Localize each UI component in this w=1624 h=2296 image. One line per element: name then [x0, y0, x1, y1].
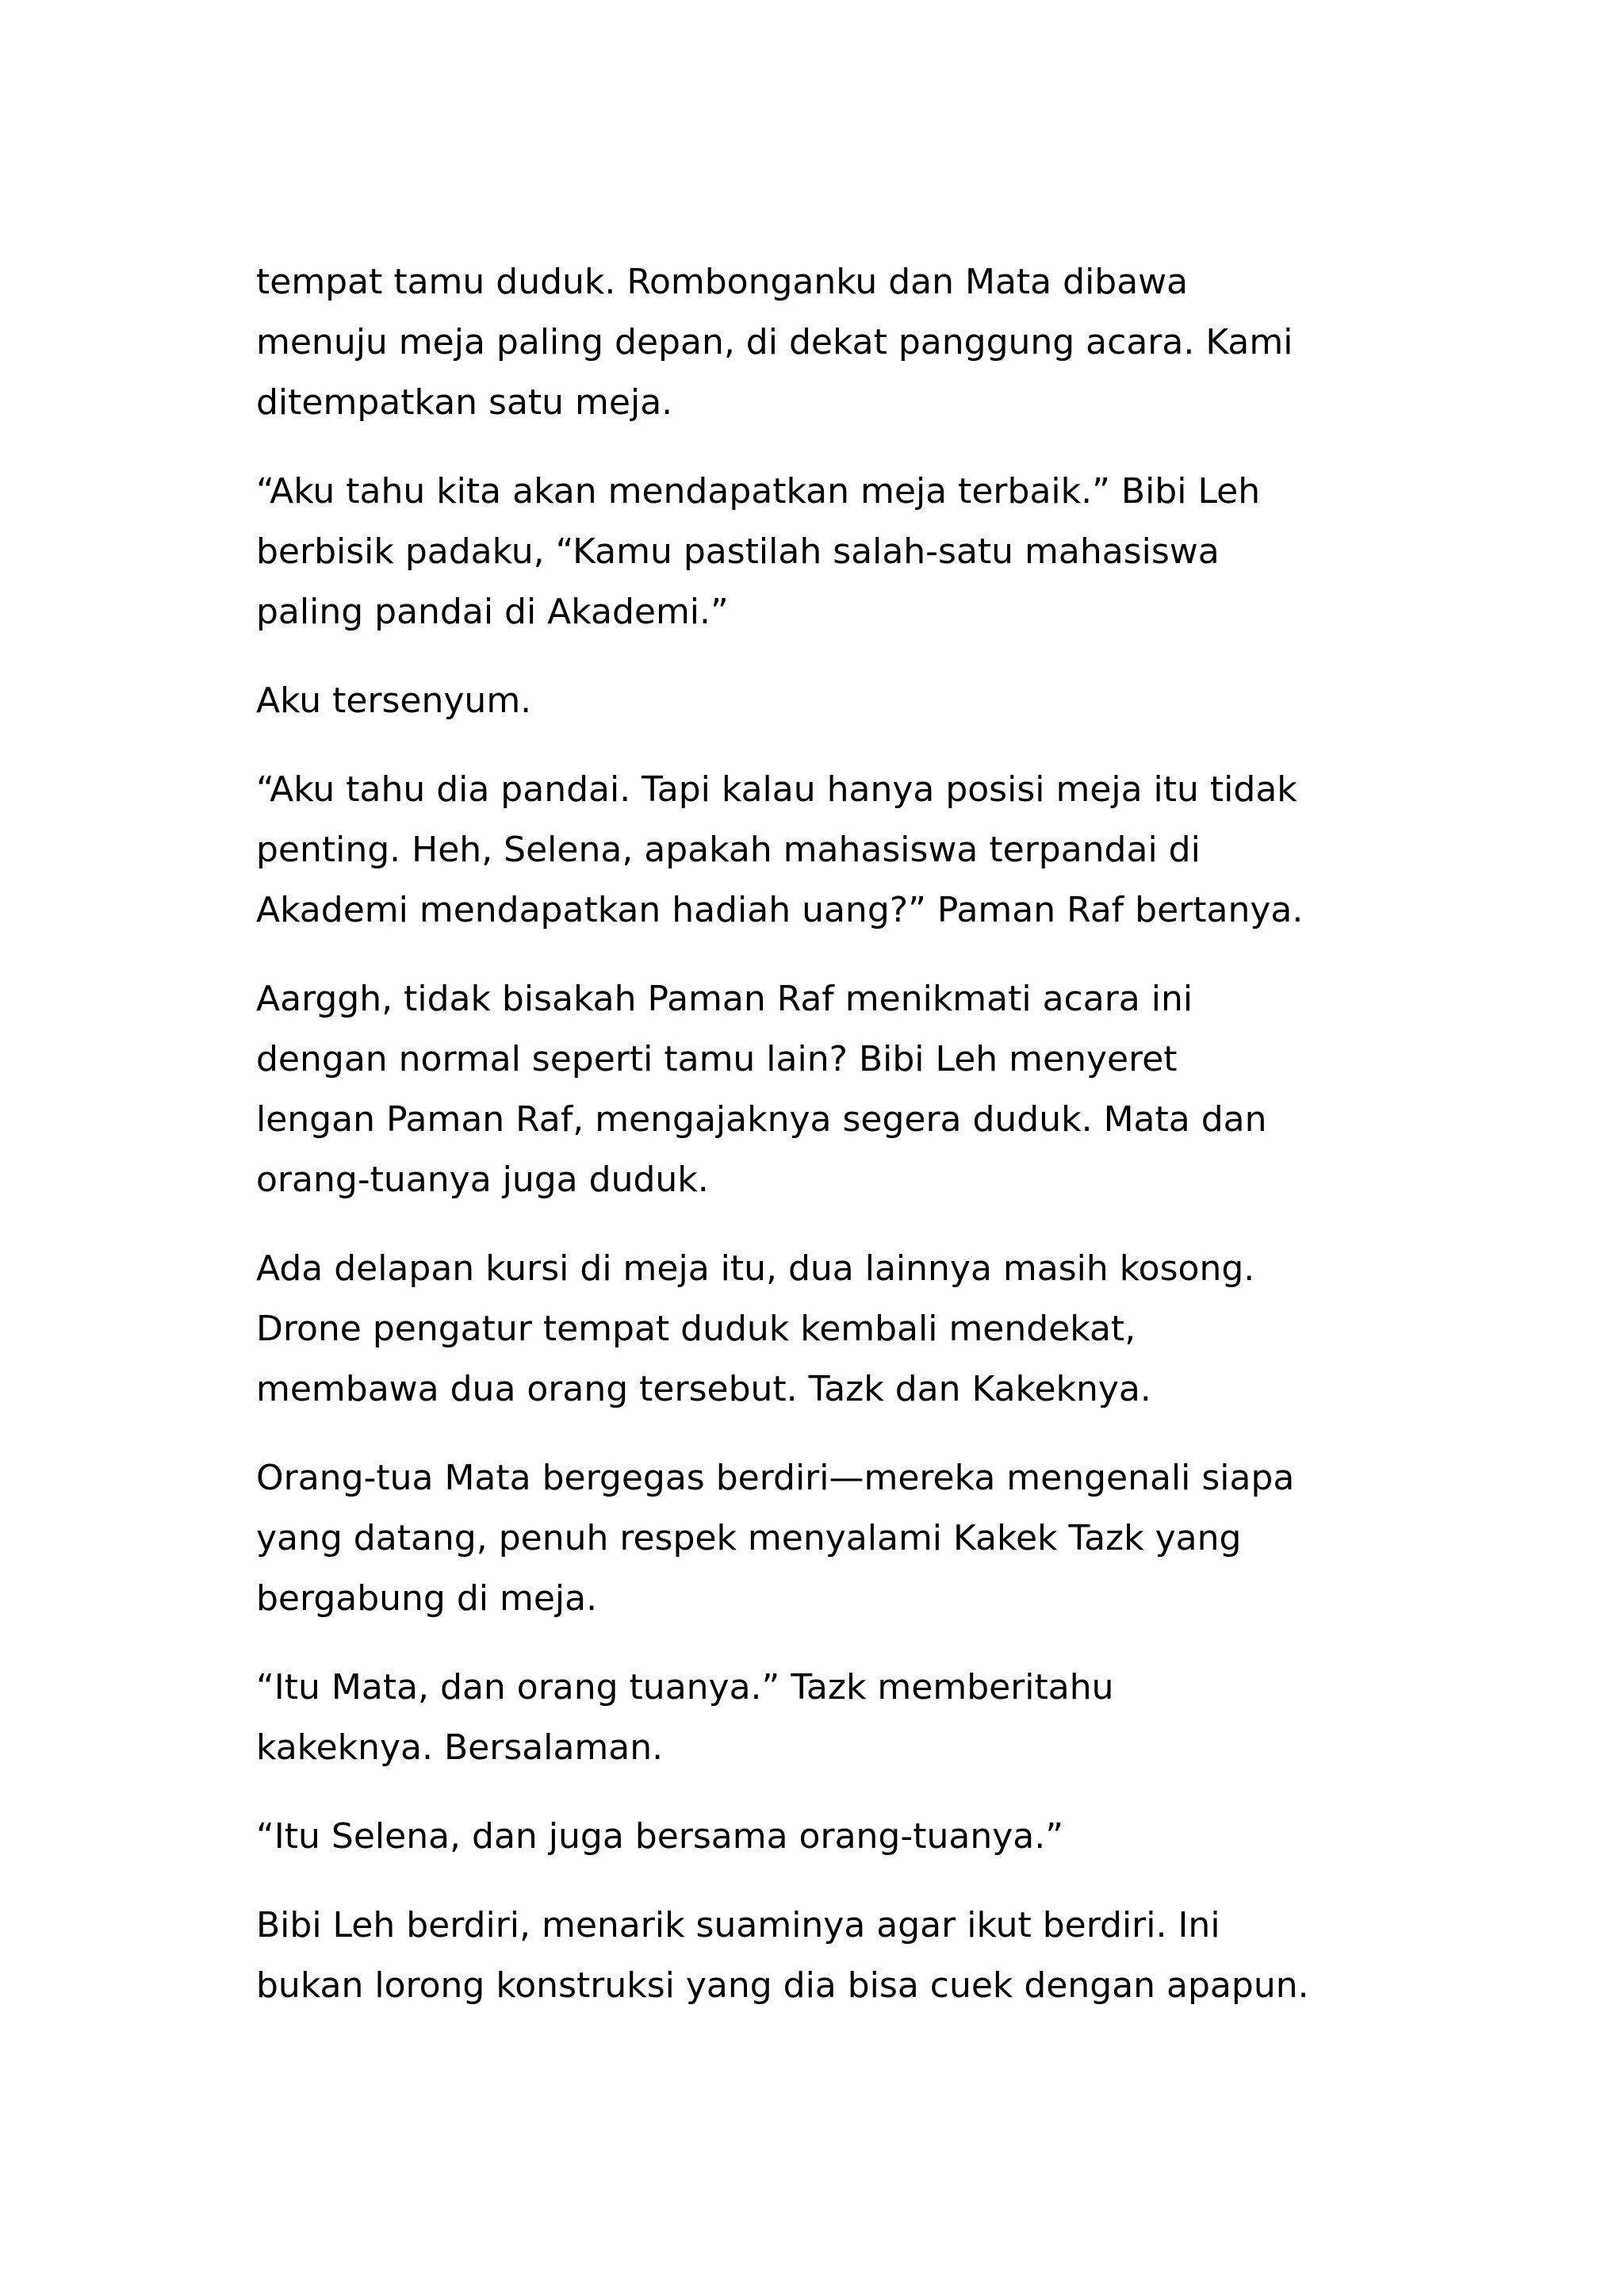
document-page — [256, 252, 1382, 2045]
text-line: yang datang, penuh respek menyalami Kakek Tazk yang — [256, 1518, 1242, 1558]
text-line: menuju meja paling depan, di dekat panggung acara. Kami — [256, 322, 1293, 362]
paragraph — [256, 760, 1382, 941]
text-line: membawa dua orang tersebut. Tazk dan Kakeknya. — [256, 1369, 1151, 1409]
paragraph — [256, 1239, 1382, 1420]
paragraph — [256, 1895, 1382, 2016]
text-line: “Aku tahu dia pandai. Tapi kalau hanya posisi meja itu tidak — [256, 769, 1297, 810]
paragraph — [256, 1658, 1382, 1778]
text-line: orang-tuanya juga duduk. — [256, 1159, 709, 1200]
text-line: kakeknya. Bersalaman. — [256, 1727, 664, 1768]
text-line: ditempatkan satu meja. — [256, 382, 673, 423]
text-line: Aarggh, tidak bisakah Paman Raf menikmati acara ini — [256, 979, 1193, 1019]
text-line: Drone pengatur tempat duduk kembali mendekat, — [256, 1309, 1136, 1349]
text-line: “Itu Mata, dan orang tuanya.” Tazk memberitahu — [256, 1667, 1114, 1708]
paragraph — [256, 1807, 1382, 1867]
text-line: Bibi Leh berdiri, menarik suaminya agar ikut berdiri. Ini — [256, 1905, 1220, 1945]
text-line: tempat tamu duduk. Rombonganku dan Mata dibawa — [256, 262, 1189, 302]
text-line: Ada delapan kursi di meja itu, dua lainnya masih kosong. — [256, 1248, 1255, 1289]
text-line: bukan lorong konstruksi yang dia bisa cuek dengan apapun. — [256, 1965, 1309, 2006]
paragraph — [256, 1448, 1382, 1629]
text-line: “Itu Selena, dan juga bersama orang-tuanya.” — [256, 1816, 1063, 1857]
paragraph — [256, 252, 1382, 433]
text-line: dengan normal seperti tamu lain? Bibi Leh menyeret — [256, 1039, 1178, 1079]
text-line: lengan Paman Raf, mengajaknya segera duduk. Mata dan — [256, 1099, 1267, 1140]
text-line: paling pandai di Akademi.” — [256, 592, 729, 632]
text-line: Orang-tua Mata bergegas berdiri—mereka mengenali siapa — [256, 1458, 1295, 1498]
text-line: bergabung di meja. — [256, 1578, 598, 1619]
text-line: berbisik padaku, “Kamu pastilah salah-satu mahasiswa — [256, 531, 1220, 572]
text-line: Akademi mendapatkan hadiah uang?” Paman Raf bertanya. — [256, 890, 1304, 930]
paragraph — [256, 969, 1382, 1210]
paragraph — [256, 462, 1382, 642]
paragraph — [256, 671, 1382, 731]
text-line: penting. Heh, Selena, apakah mahasiswa terpandai di — [256, 830, 1201, 870]
text-line: “Aku tahu kita akan mendapatkan meja terbaik.” Bibi Leh — [256, 471, 1261, 512]
text-line: Aku tersenyum. — [256, 680, 532, 721]
